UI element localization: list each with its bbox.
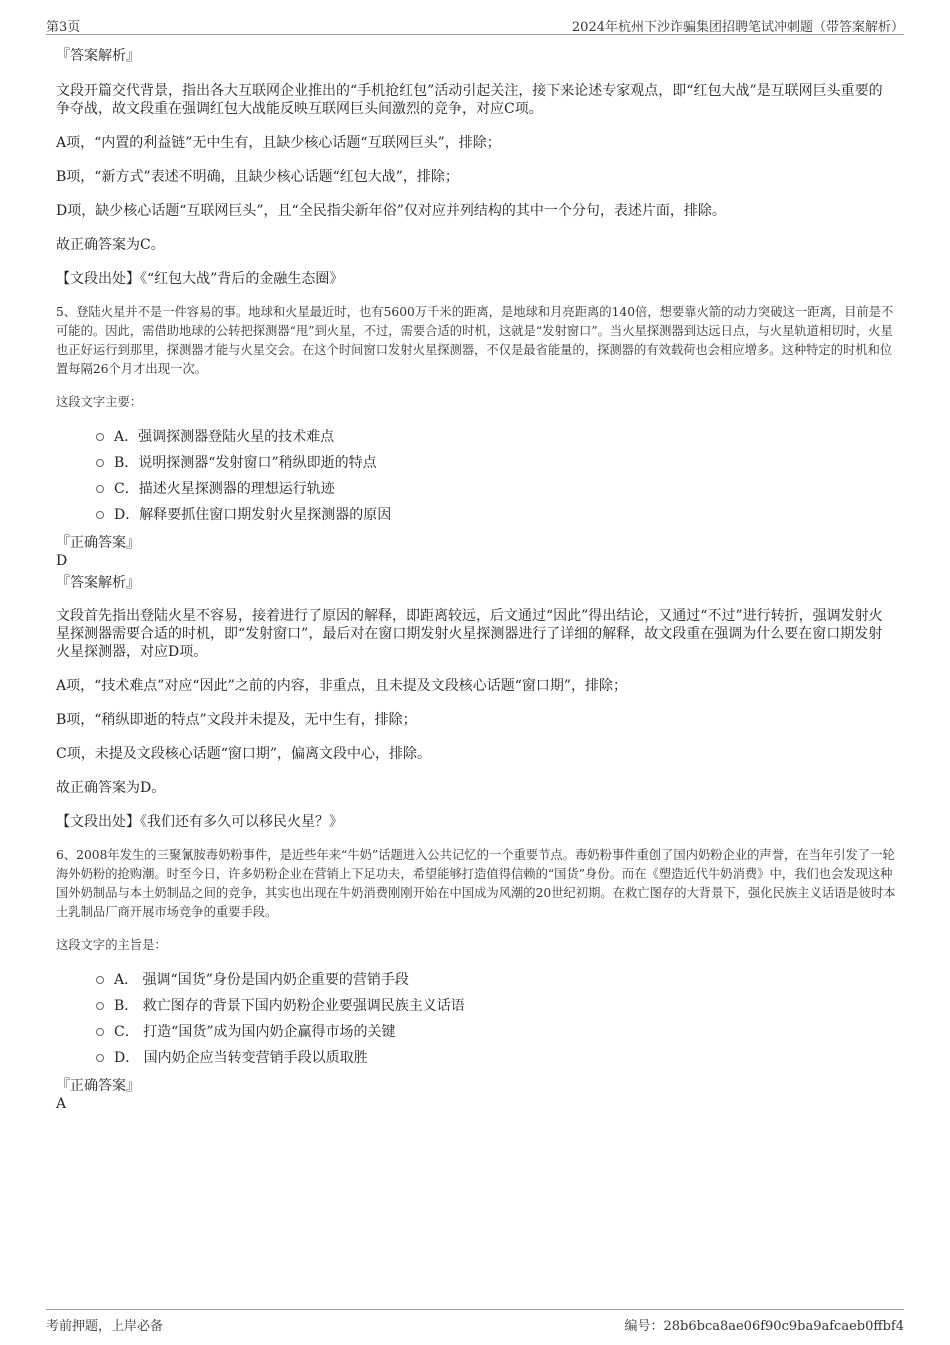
- question-6-answer-label: 『正确答案』: [56, 1078, 140, 1094]
- question-5-analysis-option-a: A项，“技术难点”对应“因此”之前的内容，非重点，且未提及文段核心话题“窗口期”，排除；: [56, 678, 628, 694]
- question-6-prompt: 这段文字的主旨是：: [56, 938, 167, 952]
- document-id: 编号：28b6bca8ae06f90c9ba9afcaeb0ffbf4: [624, 1319, 904, 1334]
- analysis-option-d: D项，缺少核心话题“互联网巨头”，且“全民指尖新年俗”仅对应并列结构的其中一个分句，表述片面，排除。: [56, 203, 726, 219]
- analysis-conclusion: 故正确答案为C。: [56, 237, 165, 253]
- document-title: 2024年杭州下沙诈骗集团招聘笔试冲刺题（带答案解析）: [571, 20, 904, 35]
- analysis-source: 【文段出处】《“红包大战”背后的金融生态圈》: [56, 271, 344, 287]
- radio-icon[interactable]: [96, 1054, 104, 1062]
- question-5-source: 【文段出处】《我们还有多久可以移民火星？》: [56, 814, 343, 830]
- footer-slogan: 考前押题，上岸必备: [46, 1319, 164, 1334]
- question-6-options: [56, 967, 896, 1071]
- radio-icon[interactable]: [96, 459, 104, 467]
- radio-icon[interactable]: [96, 485, 104, 493]
- question-5-options: [56, 424, 896, 528]
- question-6-option-c[interactable]: C． 打造“国货”成为国内奶企赢得市场的关键: [56, 1019, 896, 1045]
- question-5-answer-label: 『正确答案』: [56, 535, 140, 551]
- question-5-prompt: 这段文字主要：: [56, 395, 143, 409]
- page-header: [46, 14, 904, 35]
- analysis-text: 文段开篇交代背景，指出各大互联网企业推出的“手机抢红包”活动引起关注，接下来论述专家观点，即“红包大战”是互联网巨头重要的争夺战，故文段重在强调红包大战能反映互联网巨头间激烈的竞争，对应C项。: [56, 83, 883, 117]
- question-6-option-a[interactable]: A． 强调“国货”身份是国内奶企重要的营销手段: [56, 967, 896, 993]
- radio-icon[interactable]: [96, 511, 104, 519]
- question-5-option-c[interactable]: C．描述火星探测器的理想运行轨迹: [56, 476, 896, 502]
- radio-icon[interactable]: [96, 1002, 104, 1010]
- question-6-answer: A: [56, 1096, 67, 1112]
- question-6-text: 6、2008年发生的三聚氰胺毒奶粉事件，是近些年来“牛奶”话题进入公共记忆的一个重要节点。毒奶粉事件重创了国内奶粉企业的声誉，在当年引发了一轮海外奶粉的抢购潮。时至今日，许多奶粉企业在营销上下足功夫，希望能够打造值得信赖的“国货”身份。而在《塑造近代牛奶消费》中，我们也会发现这种国外奶制品与本土奶制品之间的竞争，其实也出现在牛奶消费刚刚开始在中国成为风潮的20世纪初期。在救亡图存的大背景下，强化民族主义话语是彼时本土乳制品厂商开展市场竞争的重要手段。: [56, 848, 896, 919]
- question-5-analysis-label: 『答案解析』: [56, 575, 140, 591]
- question-5-answer: D: [56, 553, 68, 569]
- analysis-option-b: B项，“新方式”表述不明确，且缺少核心话题“红包大战”，排除；: [56, 169, 459, 185]
- analysis-label: 『答案解析』: [56, 48, 140, 64]
- page-footer: [46, 1309, 904, 1334]
- analysis-option-a: A项，“内置的利益链”无中生有，且缺少核心话题“互联网巨头”，排除；: [56, 135, 501, 151]
- document-body: [56, 45, 896, 1113]
- question-6-option-d[interactable]: D． 国内奶企应当转变营销手段以质取胜: [56, 1045, 896, 1071]
- question-5-analysis-option-b: B项，“稍纵即逝的特点”文段并未提及，无中生有，排除；: [56, 712, 417, 728]
- question-5-analysis-text: 文段首先指出登陆火星不容易，接着进行了原因的解释，即距离较远，后文通过“因此”得出结论，又通过“不过”进行转折，强调发射火星探测器需要合适的时机，即“发射窗口”，最后对在窗口期发射火星探测器进行了详细的解释，故文段重在强调为什么要在窗口期发射火星探测器，对应D项。: [56, 608, 883, 660]
- question-5-analysis-option-c: C项，未提及文段核心话题“窗口期”，偏离文段中心，排除。: [56, 746, 432, 762]
- radio-icon[interactable]: [96, 1028, 104, 1036]
- question-5-option-a[interactable]: A．强调探测器登陆火星的技术难点: [56, 424, 896, 450]
- question-5-option-d[interactable]: D．解释要抓住窗口期发射火星探测器的原因: [56, 502, 896, 528]
- page-number: 第3页: [46, 20, 81, 35]
- question-5-conclusion: 故正确答案为D。: [56, 780, 166, 796]
- radio-icon[interactable]: [96, 433, 104, 441]
- radio-icon[interactable]: [96, 976, 104, 984]
- question-5-text: 5、登陆火星并不是一件容易的事。地球和火星最近时，也有5600万千米的距离，是地球和月亮距离的140倍，想要靠火箭的动力突破这一距离，目前是不可能的。因此，需借助地球的公转把探测器“甩”到火星，不过，需要合适的时机，这就是“发射窗口”。当火星探测器到达远日点，与火星轨道相切时，火星也正好运行到那里，探测器才能与火星交会。在这个时间窗口发射火星探测器，不仅是最省能量的，探测器的有效载荷也会相应增多。这种特定的时机和位置每隔26个月才出现一次。: [56, 305, 894, 376]
- question-6-option-b[interactable]: B． 救亡图存的背景下国内奶粉企业要强调民族主义话语: [56, 993, 896, 1019]
- question-5-option-b[interactable]: B．说明探测器“发射窗口”稍纵即逝的特点: [56, 450, 896, 476]
